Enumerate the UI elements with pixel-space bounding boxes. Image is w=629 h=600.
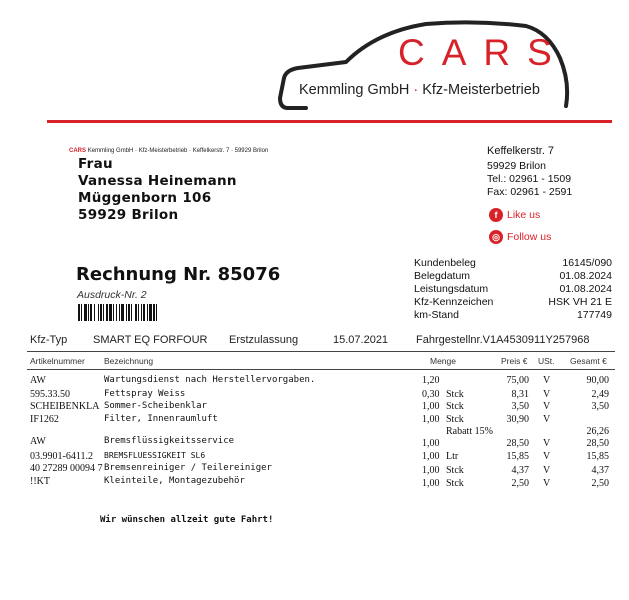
row-unit: Stck	[446, 401, 464, 412]
row-unit: Stck	[446, 465, 464, 476]
row-quantity: 1,00	[422, 438, 440, 449]
row-total: 15,85	[586, 451, 609, 462]
discount-label: Rabatt 15%	[446, 426, 493, 437]
row-quantity: 0,30	[422, 389, 440, 400]
row-description: BREMSFLUESSIGKEIT SL6	[104, 451, 206, 460]
row-vat: V	[543, 451, 551, 462]
barcode-bar	[135, 304, 137, 321]
logo-brand: CARS	[398, 32, 569, 73]
sender-line	[69, 148, 268, 154]
row-article: !!KT	[30, 476, 50, 487]
info-label-customer-doc: Kundenbeleg	[414, 257, 476, 269]
barcode-bar	[78, 304, 80, 321]
row-article: 40 27289 00094 7	[30, 463, 103, 474]
barcode-bar	[84, 304, 87, 321]
barcode-bar	[88, 304, 89, 321]
row-vat: V	[543, 401, 551, 412]
barcode-bar	[138, 304, 139, 321]
row-quantity: 1,20	[422, 375, 440, 386]
info-label-plate: Kfz-Kennzeichen	[414, 296, 494, 308]
info-value-mileage: 177749	[576, 309, 612, 321]
row-quantity: 1,00	[422, 465, 440, 476]
row-description: Bremsflüssigkeitsservice	[104, 436, 235, 446]
row-vat: V	[543, 375, 551, 386]
row-vat: V	[543, 389, 551, 400]
logo-separator: ·	[413, 82, 419, 98]
contact-city: 59929 Brilon	[487, 160, 546, 172]
row-quantity: 1,00	[422, 414, 440, 425]
info-label-service-date: Leistungsdatum	[414, 283, 489, 295]
col-header-description: Bezeichnung	[104, 356, 154, 366]
barcode-bar	[128, 304, 130, 321]
barcode-bar	[106, 304, 108, 321]
barcode-bar	[153, 304, 155, 321]
row-article: AW	[30, 436, 46, 447]
vehicle-type-value: SMART EQ FORFOUR	[93, 334, 208, 346]
barcode-bar	[100, 304, 102, 321]
info-label-doc-date: Belegdatum	[414, 270, 471, 282]
row-price: 75,00	[506, 375, 529, 386]
barcode-bar	[156, 304, 157, 321]
vin: Fahrgestellnr.V1A4530911Y257968	[416, 334, 590, 346]
row-price: 3,50	[511, 401, 529, 412]
header-divider	[47, 120, 612, 123]
contact-tel: Tel.: 02961 - 1509	[487, 173, 572, 185]
barcode-bar	[121, 304, 124, 321]
row-total: 2,49	[591, 389, 609, 400]
row-article: SCHEIBENKLA	[30, 401, 100, 412]
row-total: 4,37	[591, 465, 609, 476]
row-price: 4,37	[511, 465, 529, 476]
logo-company: Kemmling GmbH	[299, 82, 410, 98]
barcode-bar	[94, 304, 95, 321]
row-total: 3,50	[591, 401, 609, 412]
barcode-bar	[131, 304, 132, 321]
barcode-bar	[113, 304, 114, 321]
col-header-quantity: Menge	[430, 356, 456, 366]
vehicle-type-label: Kfz-Typ	[30, 334, 68, 346]
recipient-name: Vanessa Heinemann	[78, 173, 237, 189]
recipient-street: Müggenborn 106	[78, 190, 212, 206]
row-description: Kleinteile, Montagezubehör	[104, 476, 245, 486]
logo-trade: Kfz-Meisterbetrieb	[422, 82, 540, 98]
facebook-link[interactable]	[489, 208, 540, 222]
instagram-icon: ◎	[489, 230, 503, 244]
contact-street: Keffelkerstr. 7	[487, 145, 555, 157]
info-value-customer-doc: 16145/090	[562, 257, 612, 269]
barcode-bar	[147, 304, 148, 321]
logo-company-line	[299, 82, 540, 98]
invoice-print-number: Ausdruck-Nr. 2	[77, 289, 147, 301]
col-header-price: Preis €	[501, 356, 528, 366]
discount-total: 26,26	[586, 426, 609, 437]
row-vat: V	[543, 414, 551, 425]
row-article: AW	[30, 375, 46, 386]
recipient-city: 59929 Brilon	[78, 207, 179, 223]
row-quantity: 1,00	[422, 478, 440, 489]
col-header-total: Gesamt €	[570, 356, 607, 366]
first-registration-value: 15.07.2021	[333, 334, 389, 346]
first-registration-label: Erstzulassung	[229, 334, 299, 346]
sender-brand: CARS	[69, 148, 87, 154]
closing-greeting: Wir wünschen allzeit gute Fahrt!	[100, 515, 274, 525]
row-unit: Stck	[446, 414, 464, 425]
row-unit: Stck	[446, 389, 464, 400]
row-article: IF1262	[30, 414, 59, 425]
row-total: 2,50	[591, 478, 609, 489]
contact-fax: Fax: 02961 - 2591	[487, 186, 573, 198]
table-top-rule	[27, 351, 615, 352]
row-quantity: 1,00	[422, 401, 440, 412]
row-price: 15,85	[506, 451, 529, 462]
col-header-vat: USt.	[538, 356, 555, 366]
info-value-service-date: 01.08.2024	[559, 283, 612, 295]
instagram-label: Follow us	[507, 231, 552, 243]
barcode	[78, 304, 195, 321]
barcode-bar	[119, 304, 120, 321]
barcode-bar	[81, 304, 82, 321]
row-price: 2,50	[511, 478, 529, 489]
row-description: Wartungsdienst nach Herstellervorgaben.	[104, 375, 316, 385]
barcode-bar	[98, 304, 99, 321]
barcode-bar	[141, 304, 142, 321]
row-article: 03.9901-6411.2	[30, 451, 93, 462]
barcode-bar	[126, 304, 127, 321]
row-unit: Ltr	[446, 451, 459, 462]
row-price: 28,50	[506, 438, 529, 449]
row-description: Sommer-Scheibenklar	[104, 401, 207, 411]
barcode-bar	[116, 304, 117, 321]
row-price: 8,31	[511, 389, 529, 400]
invoice-title: Rechnung Nr. 85076	[76, 264, 281, 285]
row-description: Fettspray Weiss	[104, 389, 186, 399]
info-value-plate: HSK VH 21 E	[548, 296, 612, 308]
facebook-label: Like us	[507, 209, 541, 221]
barcode-bar	[149, 304, 152, 321]
col-header-article: Artikelnummer	[30, 356, 85, 366]
row-total: 90,00	[586, 375, 609, 386]
facebook-icon: f	[489, 208, 503, 222]
row-description: Bremsenreiniger / Teilereiniger	[104, 463, 272, 473]
row-description: Filter, Innenraumluft	[104, 414, 218, 424]
barcode-bar	[103, 304, 104, 321]
row-vat: V	[543, 438, 551, 449]
instagram-link[interactable]	[489, 230, 551, 244]
row-article: 595.33.50	[30, 389, 70, 400]
row-quantity: 1,00	[422, 451, 440, 462]
sender-address: Kemmling GmbH · Kfz-Meisterbetrieb · Keffelkerstr. 7 · 59929 Brilon	[87, 148, 269, 154]
row-price: 30,90	[506, 414, 529, 425]
row-total: 28,50	[586, 438, 609, 449]
row-vat: V	[543, 465, 551, 476]
barcode-bar	[109, 304, 112, 321]
info-value-doc-date: 01.08.2024	[559, 270, 612, 282]
row-vat: V	[543, 478, 551, 489]
recipient-salutation: Frau	[78, 156, 113, 172]
table-header-rule	[27, 369, 615, 370]
barcode-bar	[90, 304, 92, 321]
barcode-bar	[143, 304, 145, 321]
row-unit: Stck	[446, 478, 464, 489]
info-label-mileage: km-Stand	[414, 309, 459, 321]
